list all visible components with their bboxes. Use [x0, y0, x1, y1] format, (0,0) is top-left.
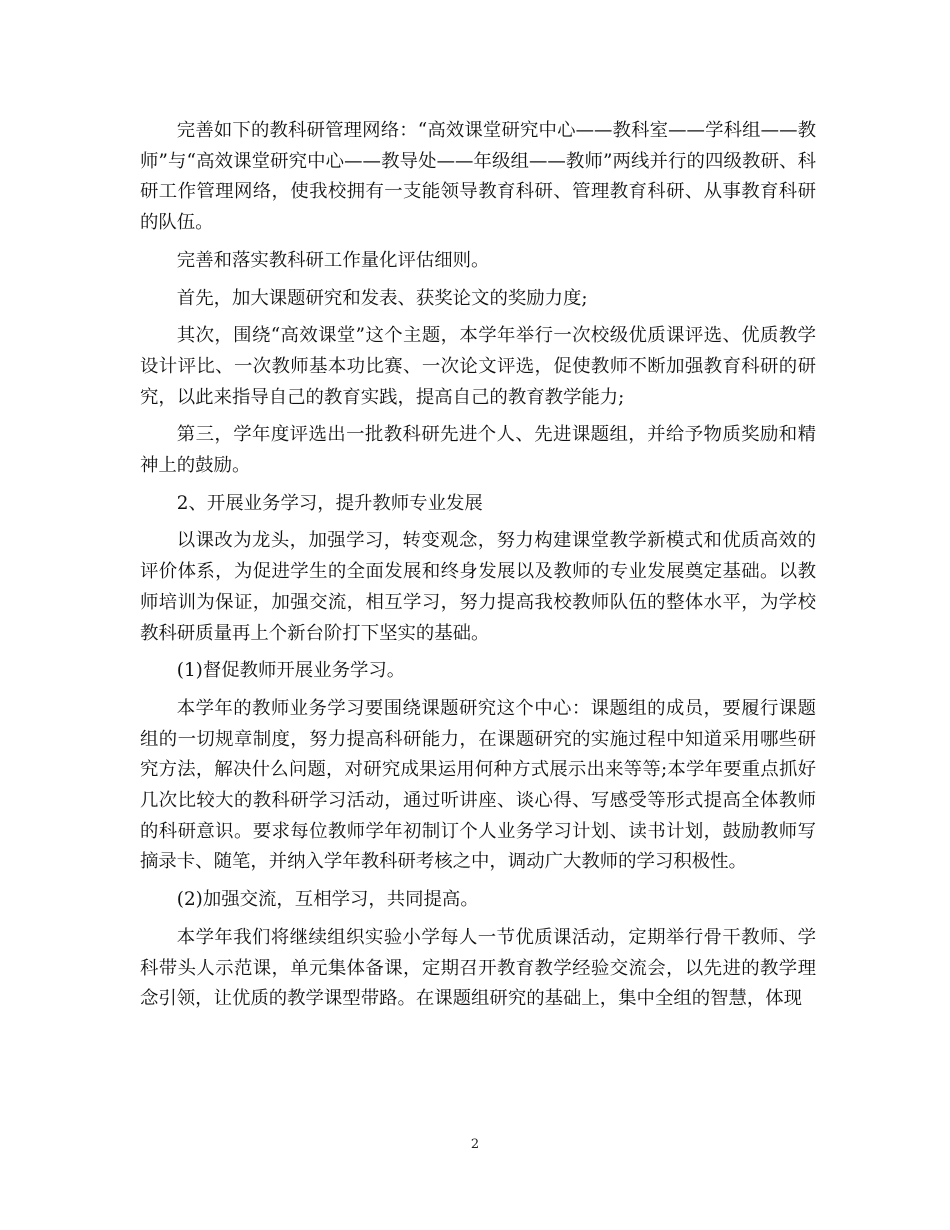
subsection-heading: (1)督促教师开展业务学习。 — [176, 660, 406, 682]
subsection-heading: (2)加强交流，互相学习，共同提高。 — [176, 889, 479, 911]
paragraph: 其次，围绕“高效课堂”这个主题，本学年举行一次校级优质课评选、优质教学设计评比、一次教师基本功比赛、一次论文评选，促使教师不断加强教育科研的研究，以此来指导自己的教育实践，提高自己的教育教学能力; — [140, 325, 816, 408]
paragraph: 本学年我们将继续组织实验小学每人一节优质课活动，定期举行骨干教师、学科带头人示范课，单元集体备课，定期召开教育教学经验交流会，以先进的教学理念引领，让优质的教学课型带路。在课题组研究的基础上，集中全组的智慧，体现 — [140, 926, 816, 1010]
paragraph: 本学年的教师业务学习要围绕课题研究这个中心：课题组的成员，要履行课题组的一切规章制度，努力提高科研能力，在课题研究的实施过程中知道采用哪些研究方法，解决什么问题，对研究成果运用何种方式展示出来等等;本学年要重点抓好几次比较大的教科研学习活动，通过听讲座、谈心得、写感受等形式提高全体教师的科研意识。要求每位教师学年初制订个人业务学习计划、读书计划，鼓励教师写摘录卡、随笔，并纳入学年教科研考核之中，调动广大教师的学习积极性。 — [140, 697, 816, 873]
paragraph: 完善如下的教科研管理网络：“高效课堂研究中心——教科室——学科组——教师”与“高效课堂研究中心——教导处——年级组——教师”两线并行的四级教研、科研工作管理网络，使我校拥有一支能领导教育科研、管理教育科研、从事教育科研的队伍。 — [140, 120, 816, 234]
page-number: 2 — [470, 1137, 480, 1152]
document-body — [140, 116, 816, 1022]
paragraph: 完善和落实教科研工作量化评估细则。 — [176, 249, 490, 271]
paragraph: 第三，学年度评选出一批教科研先进个人、先进课题组，并给予物质奖励和精神上的鼓励。 — [140, 424, 816, 477]
paragraph: 首先，加大课题研究和发表、获奖论文的奖励力度; — [176, 287, 588, 309]
section-heading: 2、开展业务学习，提升教师专业发展 — [176, 492, 483, 514]
paragraph: 以课改为龙头，加强学习，转变观念，努力构建课堂教学新模式和优质高效的评价体系，为促进学生的全面发展和终身发展以及教师的专业发展奠定基础。以教师培训为保证，加强交流，相互学习，努力提高我校教师队伍的整体水平，为学校教科研质量再上个新台阶打下坚实的基础。 — [140, 530, 816, 644]
